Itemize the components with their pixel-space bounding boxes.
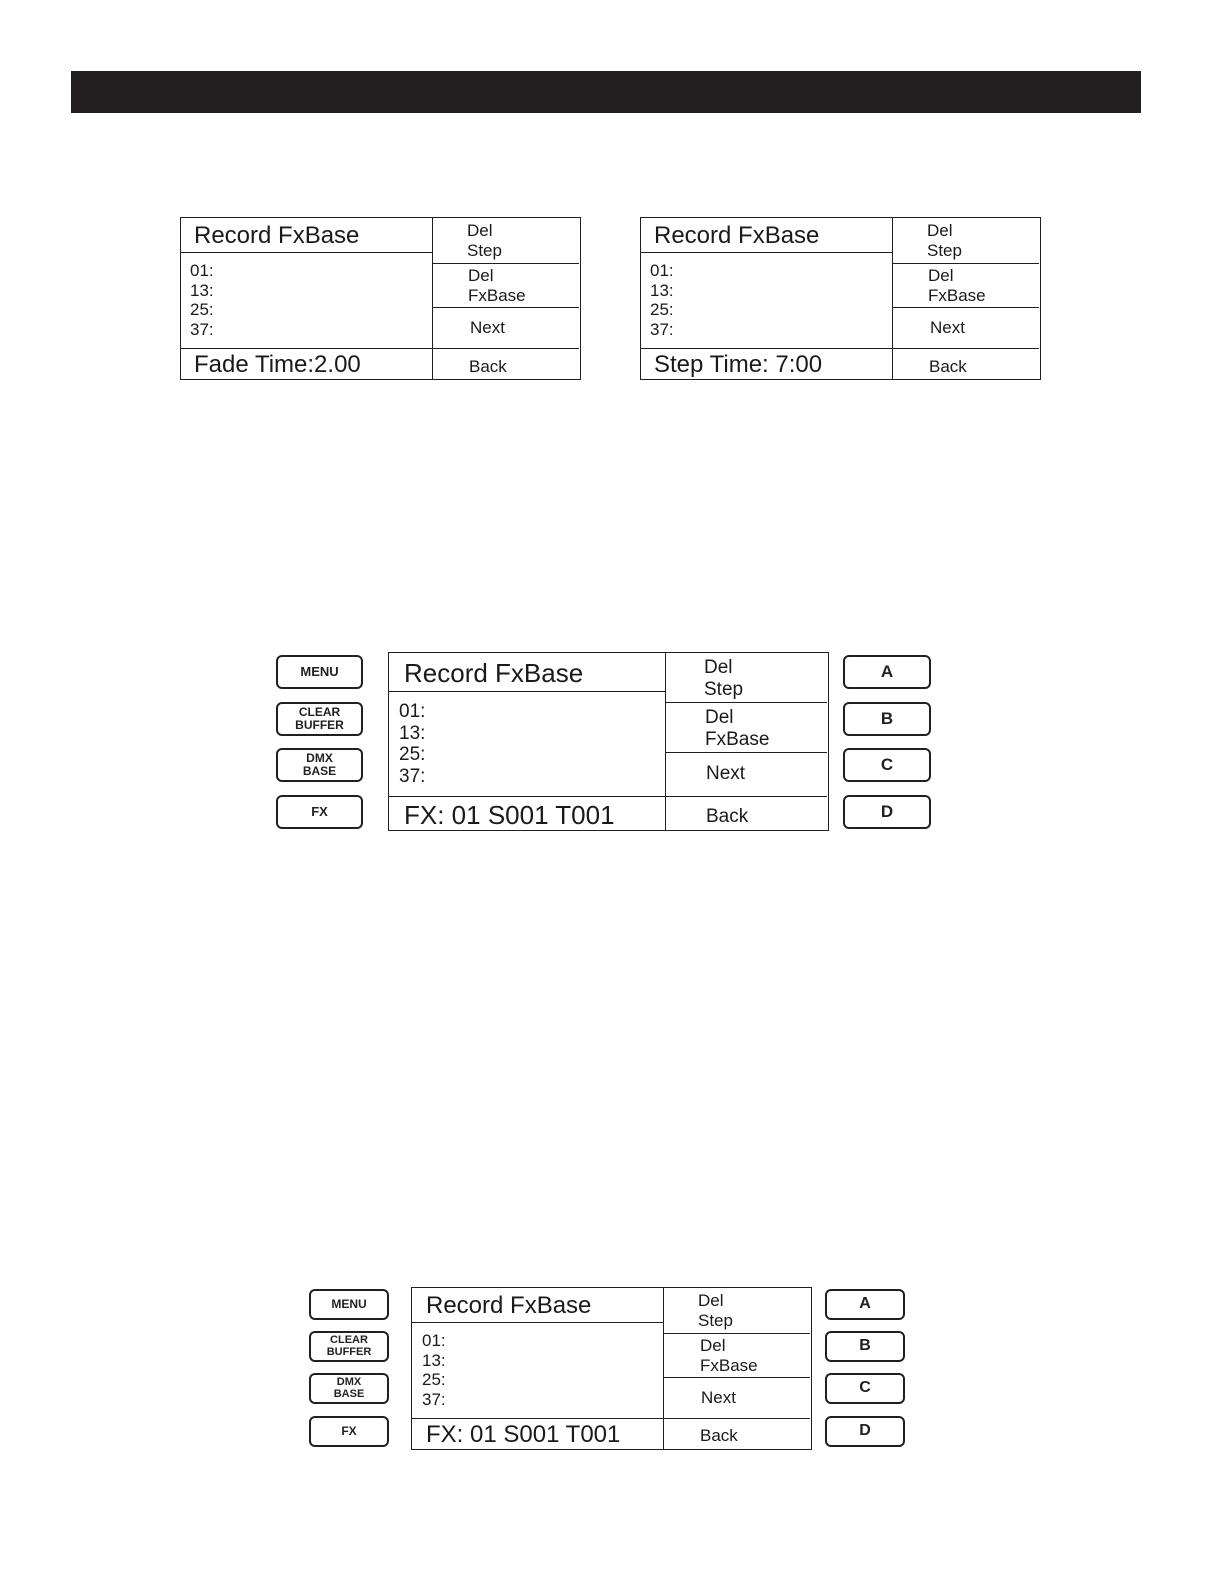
softkey-del-fxbase[interactable]: [700, 1336, 758, 1376]
softkey-back[interactable]: [706, 806, 748, 828]
softkey-c-button[interactable]: C: [825, 1373, 905, 1404]
softkey-label: Next: [706, 763, 746, 784]
softkey-label: Del: [704, 657, 733, 678]
softkey-label: FxBase: [468, 286, 526, 305]
softkey-label: Back: [706, 806, 749, 827]
softkey-c-button[interactable]: C: [843, 748, 931, 782]
channel-label: 13:: [399, 722, 426, 744]
lcd-title: Record FxBase: [654, 222, 820, 249]
softkey-label: Back: [469, 357, 507, 376]
softkey-label: Step: [698, 1311, 733, 1330]
dmx-base-button[interactable]: DMX BASE: [276, 748, 363, 782]
softkey-label: Next: [930, 318, 965, 337]
softkey-label: Step: [927, 241, 962, 260]
channel-list: [650, 261, 674, 339]
channel-label: 37:: [399, 765, 426, 787]
softkey-del-fxbase[interactable]: [705, 707, 769, 751]
softkey-del-step[interactable]: [704, 657, 743, 701]
softkey-next[interactable]: [930, 318, 965, 338]
softkey-label: FxBase: [700, 1356, 758, 1375]
lcd-screen-fx-status: [388, 652, 829, 831]
fx-button[interactable]: FX: [309, 1416, 389, 1447]
softkey-label: Next: [470, 318, 505, 337]
lcd-screen-fade-time: [180, 217, 581, 380]
channel-label: 25:: [190, 300, 214, 319]
fx-step-readout: FX: 01 S001 T001: [426, 1421, 621, 1448]
softkey-del-fxbase[interactable]: [928, 266, 986, 306]
menu-button[interactable]: MENU: [309, 1289, 389, 1320]
menu-button[interactable]: MENU: [276, 655, 363, 689]
softkey-d-button[interactable]: D: [825, 1416, 905, 1447]
softkey-label: FxBase: [928, 286, 986, 305]
softkey-a-button[interactable]: A: [825, 1289, 905, 1320]
softkey-back[interactable]: [700, 1426, 738, 1446]
softkey-del-fxbase[interactable]: [468, 266, 526, 306]
lcd-screen-fx-status: [411, 1287, 812, 1450]
channel-label: 13:: [650, 280, 674, 300]
channel-label: 01:: [399, 701, 426, 722]
softkey-label: Del: [927, 221, 953, 240]
dmx-base-button[interactable]: DMX BASE: [309, 1373, 389, 1404]
channel-label: 01:: [190, 261, 214, 280]
softkey-label: Del: [468, 266, 494, 285]
fade-time-readout: Fade Time:2.00: [194, 351, 361, 378]
fx-button[interactable]: FX: [276, 795, 363, 829]
channel-label: 13:: [190, 280, 214, 300]
softkey-back[interactable]: [929, 357, 967, 377]
softkey-next[interactable]: [706, 763, 745, 785]
lcd-screen-step-time: [640, 217, 1041, 380]
softkey-del-step[interactable]: [927, 221, 962, 261]
softkey-label: Del: [698, 1291, 724, 1310]
channel-label: 25:: [399, 744, 426, 765]
lcd-title: Record FxBase: [194, 222, 360, 249]
lcd-title: Record FxBase: [404, 658, 584, 688]
softkey-label: Del: [700, 1336, 726, 1355]
channel-list: [399, 701, 425, 787]
softkey-label: Del: [467, 221, 493, 240]
channel-label: 37:: [422, 1389, 446, 1409]
softkey-label: Next: [701, 1388, 736, 1407]
channel-list: [190, 261, 214, 339]
channel-label: 25:: [650, 300, 674, 319]
softkey-b-button[interactable]: B: [843, 702, 931, 736]
channel-label: 01:: [650, 261, 674, 280]
fx-step-readout: FX: 01 S001 T001: [404, 800, 615, 830]
softkey-next[interactable]: [470, 318, 505, 338]
softkey-label: FxBase: [705, 729, 770, 750]
softkey-label: Step: [467, 241, 502, 260]
softkey-d-button[interactable]: D: [843, 795, 931, 829]
channel-label: 25:: [422, 1370, 446, 1389]
section-header-bar: [71, 71, 1141, 113]
channel-label: 01:: [422, 1331, 446, 1350]
step-time-readout: Step Time: 7:00: [654, 351, 823, 378]
softkey-del-step[interactable]: [467, 221, 502, 261]
channel-label: 37:: [190, 319, 214, 339]
softkey-label: Del: [705, 707, 734, 728]
clear-buffer-button[interactable]: CLEAR BUFFER: [309, 1331, 389, 1362]
softkey-label: Del: [928, 266, 954, 285]
softkey-back[interactable]: [469, 357, 507, 377]
softkey-b-button[interactable]: B: [825, 1331, 905, 1362]
softkey-next[interactable]: [701, 1388, 736, 1408]
channel-list: [422, 1331, 446, 1409]
channel-label: 13:: [422, 1350, 446, 1370]
softkey-label: Step: [704, 679, 744, 700]
softkey-label: Back: [700, 1426, 738, 1445]
clear-buffer-button[interactable]: CLEAR BUFFER: [276, 702, 363, 736]
softkey-del-step[interactable]: [698, 1291, 733, 1331]
lcd-title: Record FxBase: [426, 1292, 592, 1319]
softkey-a-button[interactable]: A: [843, 655, 931, 689]
softkey-label: Back: [929, 357, 967, 376]
channel-label: 37:: [650, 319, 674, 339]
